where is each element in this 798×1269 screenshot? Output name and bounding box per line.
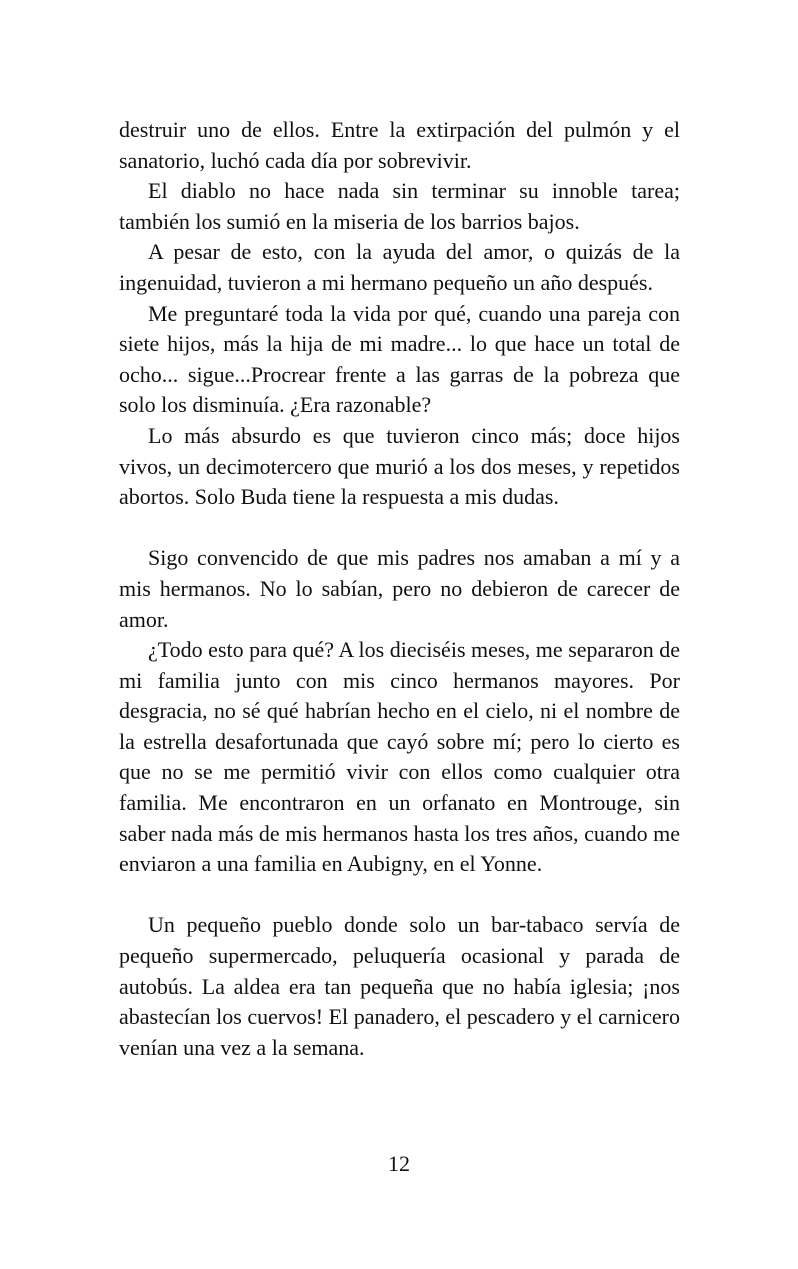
- paragraph: ¿Todo esto para qué? A los dieciséis meses, me separaron de mi familia junto con mis cinco hermanos mayores. Por desgracia, no sé qué habrían hecho en el cielo, ni el nombre de la estrella desafortunada que cayó sobre mí; pero lo cierto es que no se me permitió vivir con ellos como cualquier otra familia. Me encontraron en un orfanato en Montrouge, sin saber nada más de mis hermanos hasta los tres años, cuando me enviaron a una familia en Aubigny, en el Yonne.: [119, 637, 680, 877]
- page-body: [119, 115, 680, 1063]
- paragraph: Sigo convencido de que mis padres nos amaban a mí y a mis hermanos. No lo sabían, pero no debieron de carecer de amor.: [119, 545, 680, 632]
- paragraph: Me preguntaré toda la vida por qué, cuando una pareja con siete hijos, más la hija de mi madre... lo que hace un total de ocho... sigue...Procrear frente a las garras de la pobreza que solo los disminuía. ¿Era razonable?: [119, 300, 680, 418]
- paragraph: destruir uno de ellos. Entre la extirpación del pulmón y el sanatorio, luchó cada día por sobrevivir.: [119, 117, 680, 173]
- paragraph: Un pequeño pueblo donde solo un bar-tabaco servía de pequeño supermercado, peluquería ocasional y parada de autobús. La aldea era tan pequeña que no había iglesia; ¡nos abastecían los cuervos! El panadero, el pescadero y el carnicero venían una vez a la semana.: [119, 912, 680, 1060]
- paragraph: A pesar de esto, con la ayuda del amor, o quizás de la ingenuidad, tuvieron a mi hermano pequeño un año después.: [119, 239, 680, 295]
- paragraph: Lo más absurdo es que tuvieron cinco más; doce hijos vivos, un decimotercero que murió a los dos meses, y repetidos abortos. Solo Buda tiene la respuesta a mis dudas.: [119, 422, 680, 510]
- paragraph: El diablo no hace nada sin terminar su innoble tarea; también los sumió en la miseria de los barrios bajos.: [119, 178, 680, 234]
- page-number: 12: [388, 1151, 410, 1176]
